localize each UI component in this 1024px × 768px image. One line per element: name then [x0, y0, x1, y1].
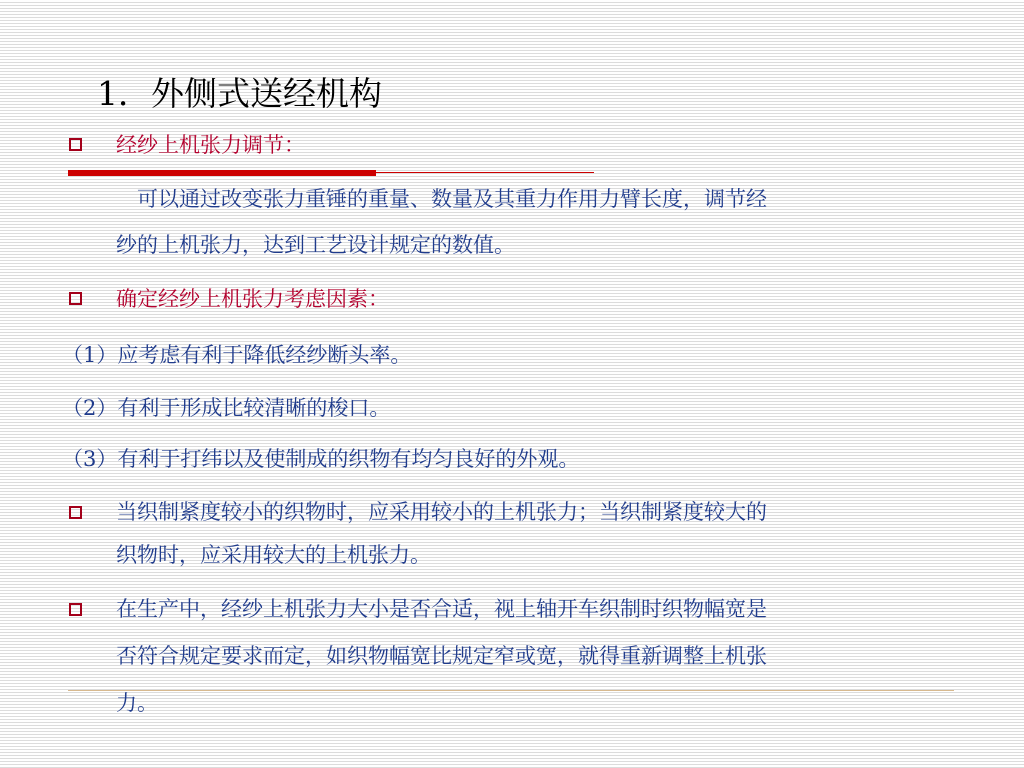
paragraph-line: 在生产中，经纱上机张力大小是否合适，视上轴开车织制时织物幅宽是: [116, 597, 767, 621]
paragraph-line: 力。: [116, 691, 158, 715]
hollow-square-icon: [69, 292, 82, 305]
paragraph-line: 织物时，应采用较大的上机张力。: [116, 543, 431, 567]
slide-title: 1．外侧式送经机构: [97, 74, 382, 113]
hollow-square-icon: [69, 603, 82, 616]
list-item: （1）应考虑有利于降低经纱断头率。: [62, 343, 412, 367]
section-heading-tension-factors: 确定经纱上机张力考虑因素：: [116, 287, 389, 311]
paragraph-line: 否符合规定要求而定，如织物幅宽比规定窄或宽，就得重新调整上机张: [116, 644, 767, 668]
paragraph-line: 当织制紧度较小的织物时，应采用较小的上机张力；当织制紧度较大的: [116, 500, 767, 524]
hollow-square-icon: [69, 506, 82, 519]
title-underline: [68, 170, 594, 176]
paragraph-line: 纱的上机张力，达到工艺设计规定的数值。: [116, 233, 515, 257]
section-heading-tension-adjust: 经纱上机张力调节：: [116, 133, 305, 157]
title-underline-thick: [68, 170, 376, 176]
bottom-divider: [68, 690, 954, 691]
list-item: （3）有利于打纬以及使制成的织物有均匀良好的外观。: [62, 447, 580, 471]
title-underline-thin: [376, 172, 594, 173]
paragraph-line: 可以通过改变张力重锤的重量、数量及其重力作用力臂长度，调节经: [137, 187, 767, 211]
list-item: （2）有利于形成比较清晰的梭口。: [62, 396, 391, 420]
hollow-square-icon: [69, 138, 82, 151]
